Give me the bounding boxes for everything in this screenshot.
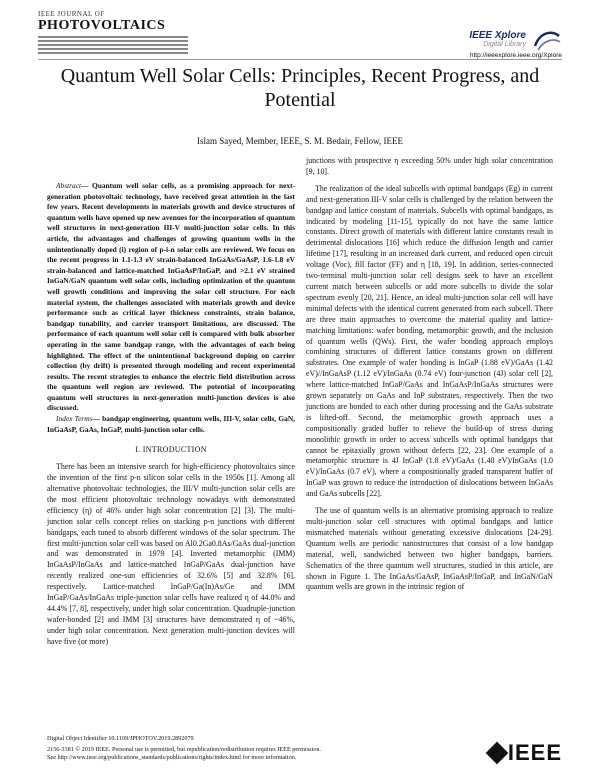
rights-line[interactable]: See http://www.ieee.org/publications_standards/publications/rights/index.html for more information. [47, 754, 297, 761]
ieee-logo [489, 740, 562, 766]
paper-authors: Islam Sayed, Member, IEEE, S. M. Bedair, Fellow, IEEE [197, 136, 403, 146]
index-terms-text: — bandgap engineering, quantum wells, III-V, solar cells, GaN, InGaAsP, GaAs, InGaP, multi-junction solar cells. [47, 414, 296, 434]
abstract-text: — Quantum well solar cells, as a promising approach for next-generation photovoltaic technology, have received great attention in the last few years. Recent developments in materials growth and device structures of quantum wells have opened up new avenues for the incorporation of quantum well structures in next-generation III-V multi-junction solar cells. In this article, the advantages and challenges of growing quantum wells in the unintentionally doped (i) region of p-i-n solar cells are reviewed. We focus on the recent progress in 1.1-1.3 eV strain-balanced InGaAs/GaAsP, 1.6-1.8 eV strain-balanced and lattice-matched InGaAsP/InGaP, and >2.1 eV strained InGaN/GaN quantum well solar cells, including optimization of the quantum well growth conditions and improving the solar cell structure. For each material system, the challenges associated with materials growth and device performance such as critical layer thickness constraints, strain balance, bandgap tunability, and carrier transport limitations, are discussed. The performance of each quantum well solar cell is compared with bulk absorber operating in the same bandgap range, with the advantages of each being highlighted. The effect of the unintentional background doping on carrier collection (by drift) is presented through modeling and recent experimental results. The recent strategies to enhance the electric field distribution across the quantum well region are reviewed. The potential of incorporating quantum well structures in next-generation multi-junction devices is also discussed. [47, 181, 295, 413]
header-rule [38, 59, 562, 60]
index-terms-label: Index Terms [56, 414, 93, 424]
copyright-line: 2156-3381 © 2019 IEEE. Personal use is permitted, but republication/redistribution requires IEEE permission. [47, 746, 321, 753]
page-footer [47, 735, 321, 762]
right-column [306, 156, 553, 593]
intro-paragraph: There has been an intensive search for high-efficiency photovoltaics since the invention of the first p-n silicon solar cells in the 1950s [1]. Among all alternative photovoltaic technologies, the III/V multi-junction solar cells are the most efficient photovoltaic technology nowadays with demonstrated efficiency (η) of 46% under high solar concentration [2] [3]. The multi-junction solar cells concept relies on stacking p-n junctions with different bandgaps, each tuned to absorb different windows of the solar spectrum. The first multi-junction solar cell was based on Al0.2Ga0.8As/GaAs dual-junction and was demonstrated in 1979 [4]. Inverted metamorphic (IMM) InGaAsP/InGaAs and lattice-matched InGaP/GaAs dual-junction have recently realized one-sun efficiencies of 32.6% [5] and 32.8% [6], respectively. Lattice-matched InGaP/Ga(In)As/Ge and IMM InGaP/GaAs/InGaAs triple-junction solar cells have realized η of 44.0% and 44.4% [7, 8], respectively, under high solar concentration. Quadruple-junction wafer-bonded [2] and IMM [3] structures have demonstrated η of ~46%, under high solar concentration. Next generation multi-junction devices will have five (or more) [47, 462, 295, 646]
right-paragraph-3: The use of quantum wells is an alternative promising approach to realize multi-junction solar cell structures with optimal bandgaps and lattice mismatched materials without generating excessive dislocations [24-29]. Quantum wells are periodic nanostructures that consist of a low bandgap material, well, sandwiched between two higher bandgaps, barriers. Schematics of the three quantum well structures, studied in this article, are shown in Figure 1. The InGaAs/GaAsP, InGaAsP/InGaP, and InGaN/GaN quantum wells are grown in the intrinsic region of [306, 506, 553, 592]
abstract-label: Abstract [56, 181, 82, 190]
doi-line: Digital Object Identifier 10.1109/JPHOTOV.2019.2892079 [47, 735, 194, 742]
xplore-swirl-icon [532, 28, 562, 52]
ieee-logo-text: IEEE [507, 740, 562, 765]
index-terms [47, 414, 295, 435]
journal-decoration [38, 36, 188, 58]
ieee-diamond-icon [486, 742, 509, 765]
right-paragraph-1: junctions with prospective η exceeding 50% under high solar concentration [9, 10]. [306, 156, 553, 176]
xplore-url[interactable]: http://ieeexplore.ieee.org/Xplore [469, 52, 562, 59]
paper-title: Quantum Well Solar Cells: Principles, Recent Progress, and Potential [60, 65, 540, 111]
xplore-name: IEEE Xplore [469, 30, 526, 41]
xplore-subtitle: Digital Library [483, 41, 526, 48]
right-paragraph-2: The realization of the ideal subcells with optimal bandgaps (Eg) in current and next-generation III-V solar cells is challenged by the relation between the bandgap and lattice constant of materials. Subcells with optimal bandgaps, as indicated by modeling [11-15], typically do not have the same lattice constants. Direct growth of materials with different lattice constants result in detrimental dislocations [16] which reduce the diffusion length and carrier lifetime [17], resulting in an increased dark current, and reduced open circuit voltage (Voc), fill factor (FF) and η [18, 19]. In addition, series-connected two-terminal multi-junction solar cell designs seek to have an excellent current match between subcells or add more subcells to divide the solar spectrum evenly [20, 21]. Hence, an ideal multi-junction solar cell will have minimal defects with the identical current generated from each subcell. There are three main approaches to overcome the material quality and lattice-matching limitations: wafer bonding, metamorphic growth, and the inclusion of quantum wells (QWs). First, the wafer bonding approach employs combining structures of different lattice constants grown on different substrates. One example of wafer bonding is InGaP (1.88 eV)/GaAs (1.42 eV)//InGaAsP (1.12 eV)/InGaAs (0.74 eV) four-junction (4J) solar cell [2], where lattice-matched InGaP/GaAs and InGaAsP/InGaAs structures were grown separately on GaAs and InP substrates, respectively. Then the two junctions are bonded to each other during processing and the GaAs substrate is lifted-off. Second, the metamorphic growth approach uses a compositionally graded buffer to relieve the build-up of stress during monolithic growth in order to access subcells with optimal bandgaps that cannot be epitaxially grown without defects [22, 23]. One example of a metamorphic structure is 4J InGaP (1.8 eV)/GaAs (1.40 eV)/InGaAs (1.0 eV)/InGaAs (0.7 eV), where a compositionally graded transparent buffer of InGaP was grown to reduce the introduction of dislocations between InGaAs and GaAs subcells [22]. [306, 183, 553, 499]
left-column [47, 181, 295, 648]
section-heading-introduction: I. INTRODUCTION [135, 445, 207, 455]
journal-name: PHOTOVOLTAICS [38, 18, 166, 33]
journal-top-line: IEEE JOURNAL OF [38, 10, 105, 18]
journal-header [38, 10, 562, 62]
ieee-xplore-logo[interactable] [469, 30, 526, 48]
abstract [47, 181, 295, 414]
